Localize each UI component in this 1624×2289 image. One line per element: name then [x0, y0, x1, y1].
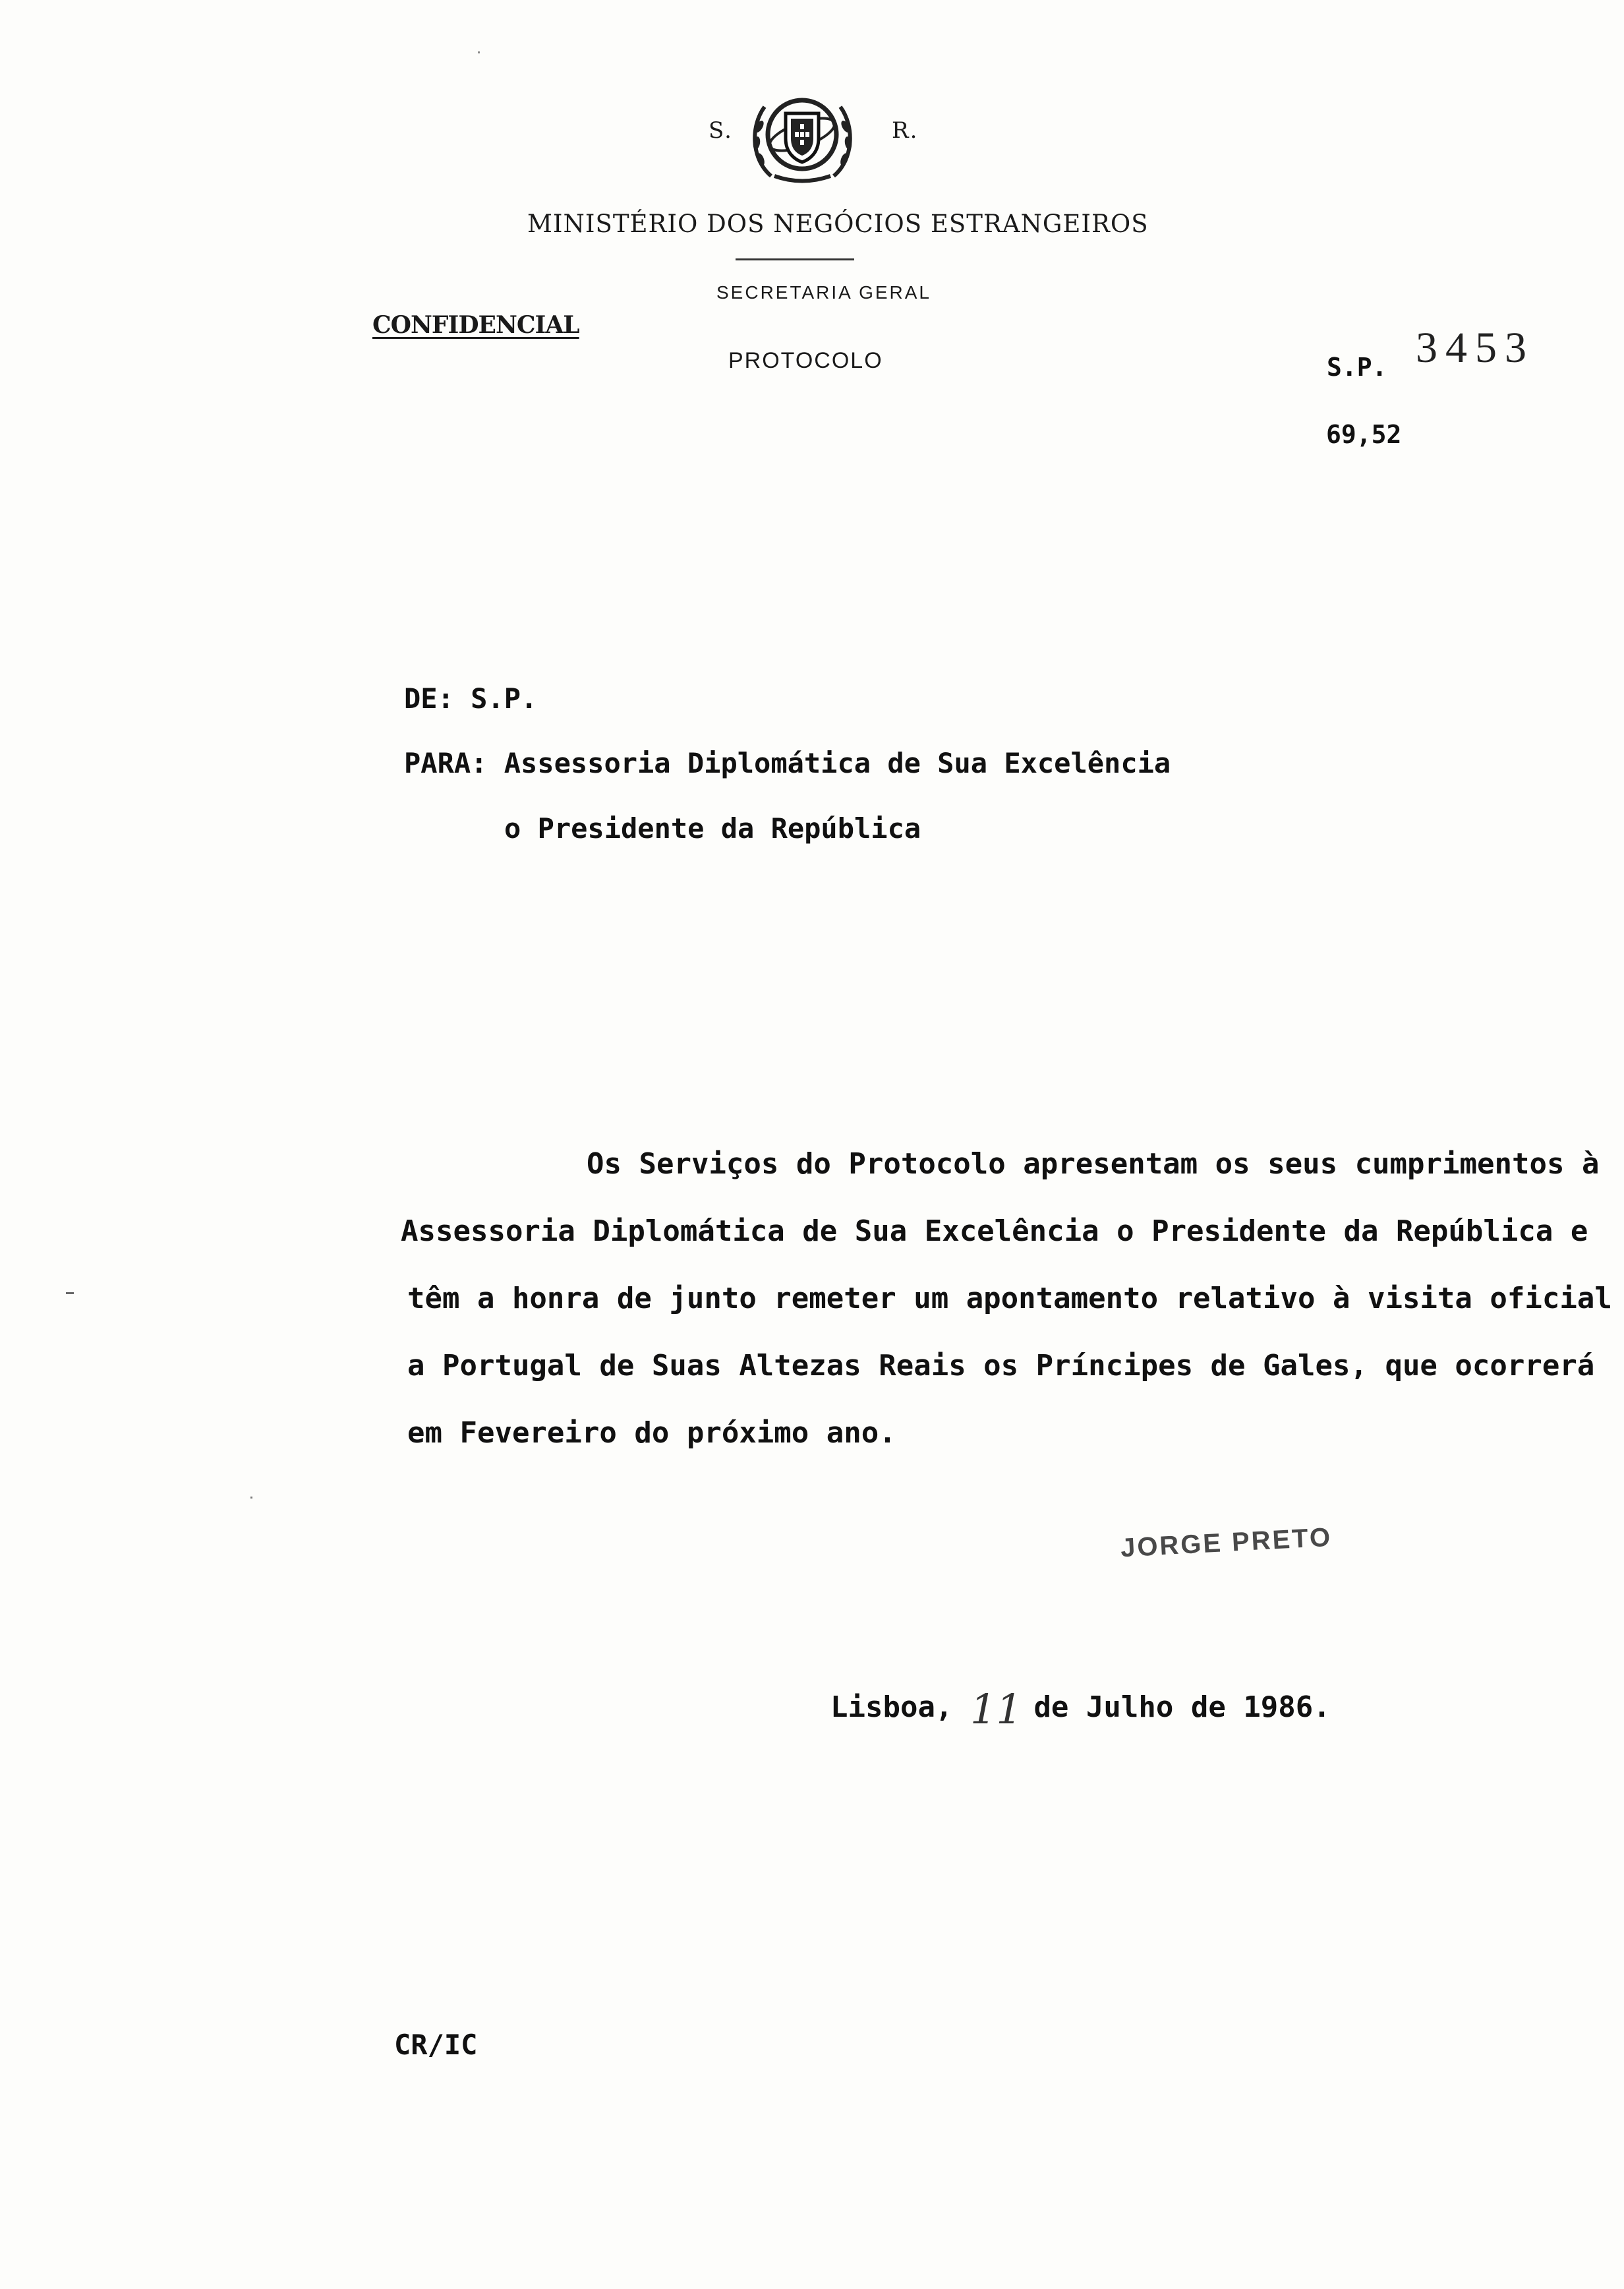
file-reference: 69,52	[1326, 420, 1402, 449]
classification-mark: CONFIDENCIAL	[372, 311, 579, 339]
ministry-name: MINISTÉRIO DOS NEGÓCIOS ESTRANGEIROS	[527, 210, 1149, 238]
scan-speck	[66, 1292, 74, 1294]
scan-speck	[250, 1497, 252, 1499]
sp-label: S.P.	[1327, 353, 1387, 382]
header-divider	[736, 258, 854, 260]
closing-place: Lisboa,	[830, 1690, 953, 1724]
to-line	[404, 747, 1171, 779]
section-name: PROTOCOLO	[728, 348, 883, 373]
to-line-2: o Presidente da República	[504, 812, 921, 845]
scan-speck	[478, 51, 480, 53]
coat-of-arms-emblem	[745, 87, 860, 186]
signature-stamp: JORGE PRETO	[1120, 1522, 1333, 1563]
handwritten-day: 11	[970, 1685, 1022, 1733]
to-label: PARA:	[404, 747, 488, 779]
from-line	[404, 682, 537, 715]
body-line-3: têm a honra de junto remeter um apontamento relativo à visita oficial	[407, 1282, 1612, 1315]
closing-date	[830, 1679, 1331, 1733]
body-line-5: em Fevereiro do próximo ano.	[407, 1416, 896, 1450]
to-line-1: Assessoria Diplomática de Sua Excelência	[504, 747, 1171, 779]
header-letter-s: S.	[709, 117, 733, 144]
body-line-2: Assessoria Diplomática de Sua Excelência o Presidente da República e	[401, 1214, 1588, 1248]
sp-number: 3453	[1416, 324, 1534, 372]
body-line-1: Os Serviços do Protocolo apresentam os seus cumprimentos à	[587, 1147, 1600, 1181]
from-label: DE:	[404, 682, 454, 715]
body-line-4: a Portugal de Suas Altezas Reais os Príncipes de Gales, que ocorrerá	[407, 1349, 1595, 1382]
typist-initials: CR/IC	[394, 2029, 478, 2061]
from-value: S.P.	[471, 682, 538, 715]
department-name: SECRETARIA GERAL	[716, 282, 932, 303]
closing-date-text: de Julho de 1986.	[1033, 1690, 1331, 1724]
header-letter-r: R.	[892, 117, 919, 144]
